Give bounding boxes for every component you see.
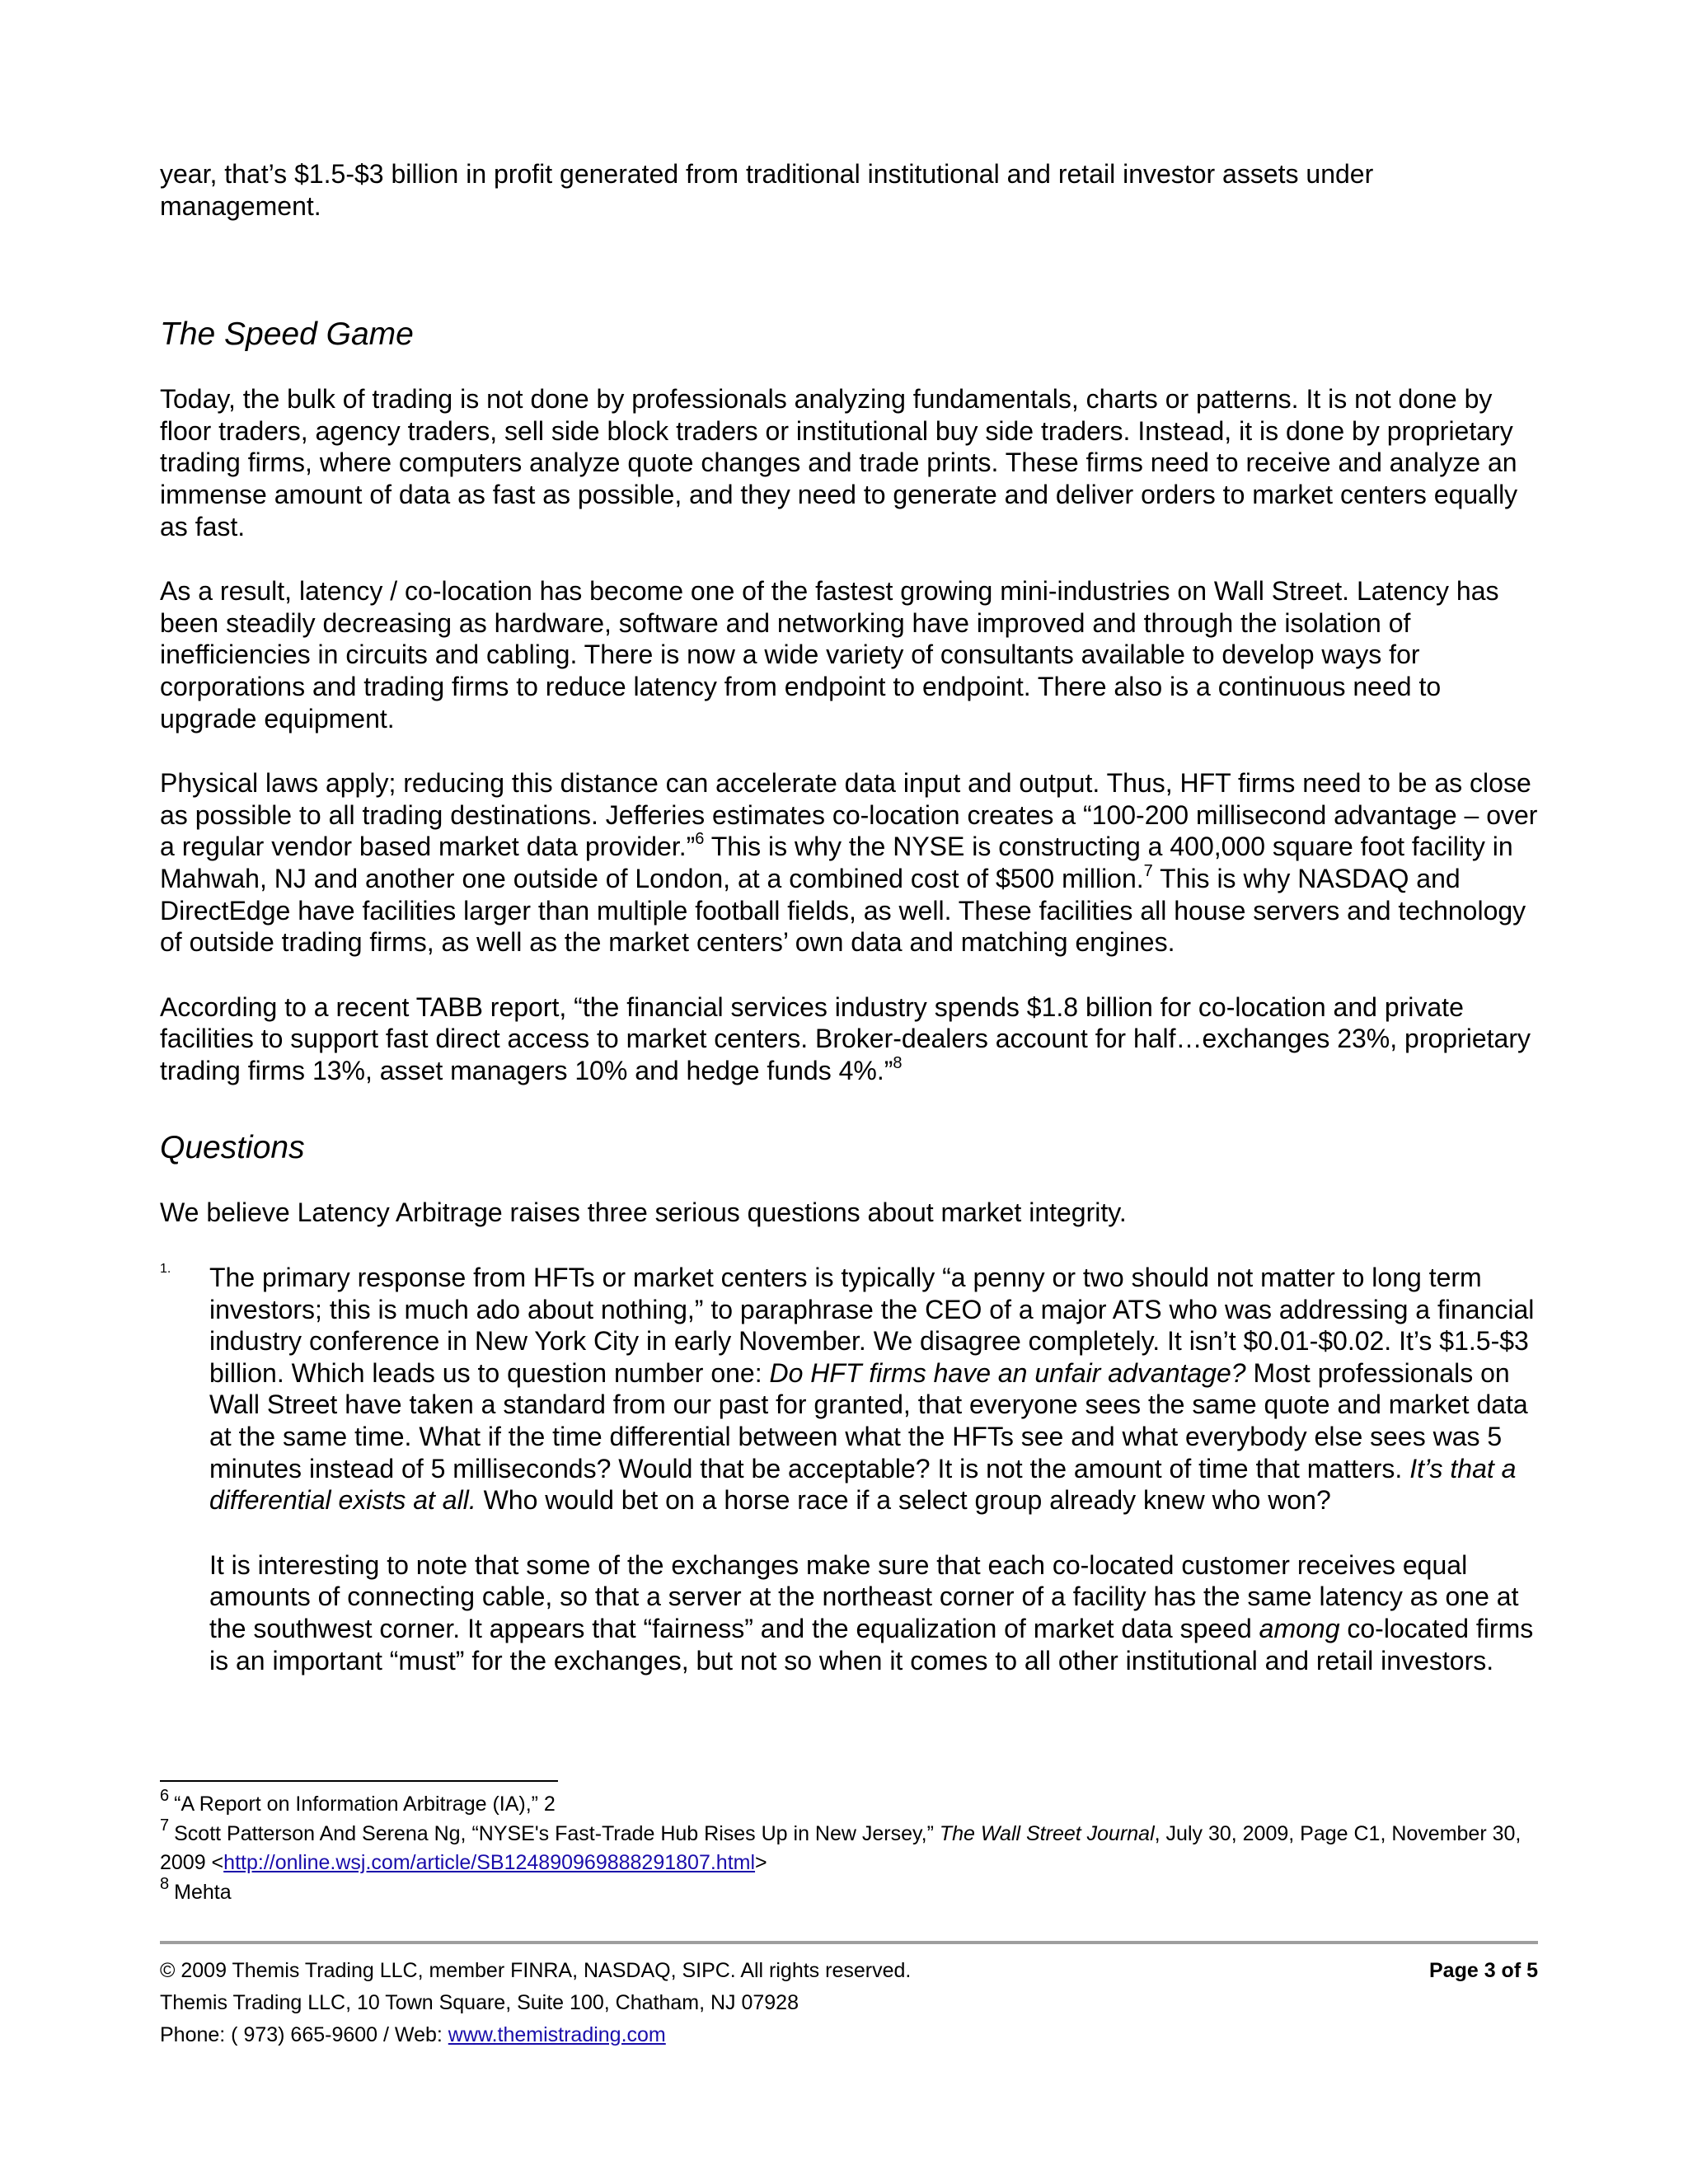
footer-separator <box>160 1941 1538 1944</box>
paragraph-continuation: year, that’s $1.5-$3 billion in profit generated from traditional institutional and retail investor assets under management. <box>160 159 1374 221</box>
footer-website-link[interactable]: www.themistrading.com <box>448 2023 666 2046</box>
italic-emphasis: It’s that a differential exists at all. <box>209 1453 1517 1516</box>
paragraph-text: Who would bet on a horse race if a select group already knew who won? <box>476 1485 1331 1516</box>
footnote-number: 6 <box>160 1787 170 1805</box>
page-number: Page 3 of 5 <box>1429 1959 1538 1982</box>
footnote-text: Mehta <box>174 1880 232 1904</box>
paragraph-text: This is why NASDAQ and DirectEdge have facilities larger than multiple football fields, as well. These facilities all house servers and technology of outside trading firms, as well as the market centers’ own data and matching engines. <box>160 863 1526 958</box>
paragraph-speed-1: Today, the bulk of trading is not done by professionals analyzing fundamentals, charts or patterns. It is not done by floor traders, agency traders, sell side block traders or institutional buy side traders. Instead, it is done by proprietary trading firms, where computers analyze quote changes and trade prints. These firms need to receive and analyze an immense amount of data as fast as possible, and they need to generate and deliver orders to market centers equally as fast. <box>160 384 1518 541</box>
footnote-publication: The Wall Street Journal <box>939 1821 1155 1845</box>
footnotes <box>160 1787 1538 1907</box>
footer-line-contact <box>160 2019 1538 2051</box>
footnote-6 <box>160 1787 1538 1820</box>
paragraph-text: Physical laws apply; reducing this distance can accelerate data input and output. Thus, HFT firms need to be as close as possible to all trading destinations. Jefferies estimates co-location creates a “100-200 millisecond advantage – over a regular vendor based market data provider.” <box>160 768 1538 862</box>
footnote-text: > <box>755 1851 767 1874</box>
paragraph-questions-intro: We believe Latency Arbitrage raises three serious questions about market integrity. <box>160 1197 1127 1228</box>
footnote-link[interactable]: http://online.wsj.com/article/SB124890969888291807.html <box>223 1851 756 1874</box>
paragraph-text: co-located firms is an important “must” for the exchanges, but not so when it comes to all other institutional and retail investors. <box>209 1614 1534 1675</box>
footnote-ref-6[interactable]: 6 <box>695 830 705 849</box>
paragraph-speed-4 <box>160 991 1538 1087</box>
footnote-7 <box>160 1816 1538 1878</box>
footnote-text: Scott Patterson And Serena Ng, “NYSE's Fast-Trade Hub Rises Up in New Jersey,” <box>174 1821 940 1845</box>
footnote-separator <box>160 1780 558 1782</box>
list-number: 1. <box>160 1262 171 1277</box>
paragraph-text: The primary response from HFTs or market centers is typically “a penny or two should not matter to long term investors; this is much ado about nothing,” to paraphrase the CEO of a major ATS who was addressing a financial industry conference in New York City in early November. We disagree completely. It isn’t $0.01-$0.02. It’s $1.5-$3 billion. Which leads us to question number one: <box>209 1263 1535 1388</box>
list-item-1 <box>160 1262 1538 1676</box>
footnote-number: 7 <box>160 1816 170 1835</box>
paragraph-speed-3 <box>160 767 1538 958</box>
paragraph-text: According to a recent TABB report, “the financial services industry spends $1.8 billion for co-location and private facilities to support fast direct access to market centers. Broker-dealers account for half…exchanges 23%, proprietary trading firms 13%, asset managers 10% and hedge funds 4%.” <box>160 991 1531 1085</box>
paragraph-speed-2: As a result, latency / co-location has become one of the fastest growing mini-industries on Wall Street. Latency has been steadily decreasing as hardware, software and networking have improved and through the isolation of inefficiencies in circuits and cabling. There is now a wide variety of consultants available to develop ways for corporations and trading firms to reduce latency from endpoint to endpoint. There also is a continuous need to upgrade equipment. <box>160 576 1499 733</box>
paragraph-text: This is why the NYSE is constructing a 400,000 square foot facility in Mahwah, NJ and another one outside of London, at a combined cost of $500 million. <box>160 832 1513 893</box>
footnote-text: , July 30, 2009, Page C1, November 30, 2009 < <box>160 1821 1522 1874</box>
footer-address: Themis Trading LLC, 10 Town Square, Suite 100, Chatham, NJ 07928 <box>160 1991 799 2014</box>
footer-copyright: © 2009 Themis Trading LLC, member FINRA, NASDAQ, SIPC. All rights reserved. <box>160 1959 912 1982</box>
footnote-number: 8 <box>160 1874 170 1893</box>
italic-question: Do HFT firms have an unfair advantage? <box>769 1357 1246 1388</box>
page-footer <box>160 1955 1538 2051</box>
footnote-ref-8[interactable]: 8 <box>893 1053 903 1072</box>
paragraph-text: Most professionals on Wall Street have taken a standard from our past for granted, that everyone sees the same quote and market data at the same time. What if the time differential between what the HFTs see and what everybody else sees was 5 minutes instead of 5 milliseconds? Would that be acceptable? It is not the amount of time that matters. <box>209 1357 1528 1483</box>
footnote-ref-7[interactable]: 7 <box>1143 861 1153 880</box>
footnote-8 <box>160 1874 1538 1908</box>
list-item-continuation <box>209 1549 1538 1676</box>
footnote-text: “A Report on Information Arbitrage (IA),” 2 <box>174 1793 556 1816</box>
page-body <box>160 158 1538 1709</box>
footer-line-copyright <box>160 1955 1538 1987</box>
paragraph-text: It is interesting to note that some of the exchanges make sure that each co-located customer receives equal amounts of connecting cable, so that a server at the northeast corner of a facility has the same latency as one at the southwest corner. It appears that “fairness” and the equalization of market data speed <box>209 1549 1519 1643</box>
list-item-paragraph <box>209 1262 1538 1516</box>
section-heading-speed-game: The Speed Game <box>160 316 414 353</box>
section-heading-questions: Questions <box>160 1130 305 1166</box>
italic-emphasis: among <box>1259 1614 1340 1643</box>
footer-phone: Phone: ( 973) 665-9600 / Web: <box>160 2023 448 2046</box>
